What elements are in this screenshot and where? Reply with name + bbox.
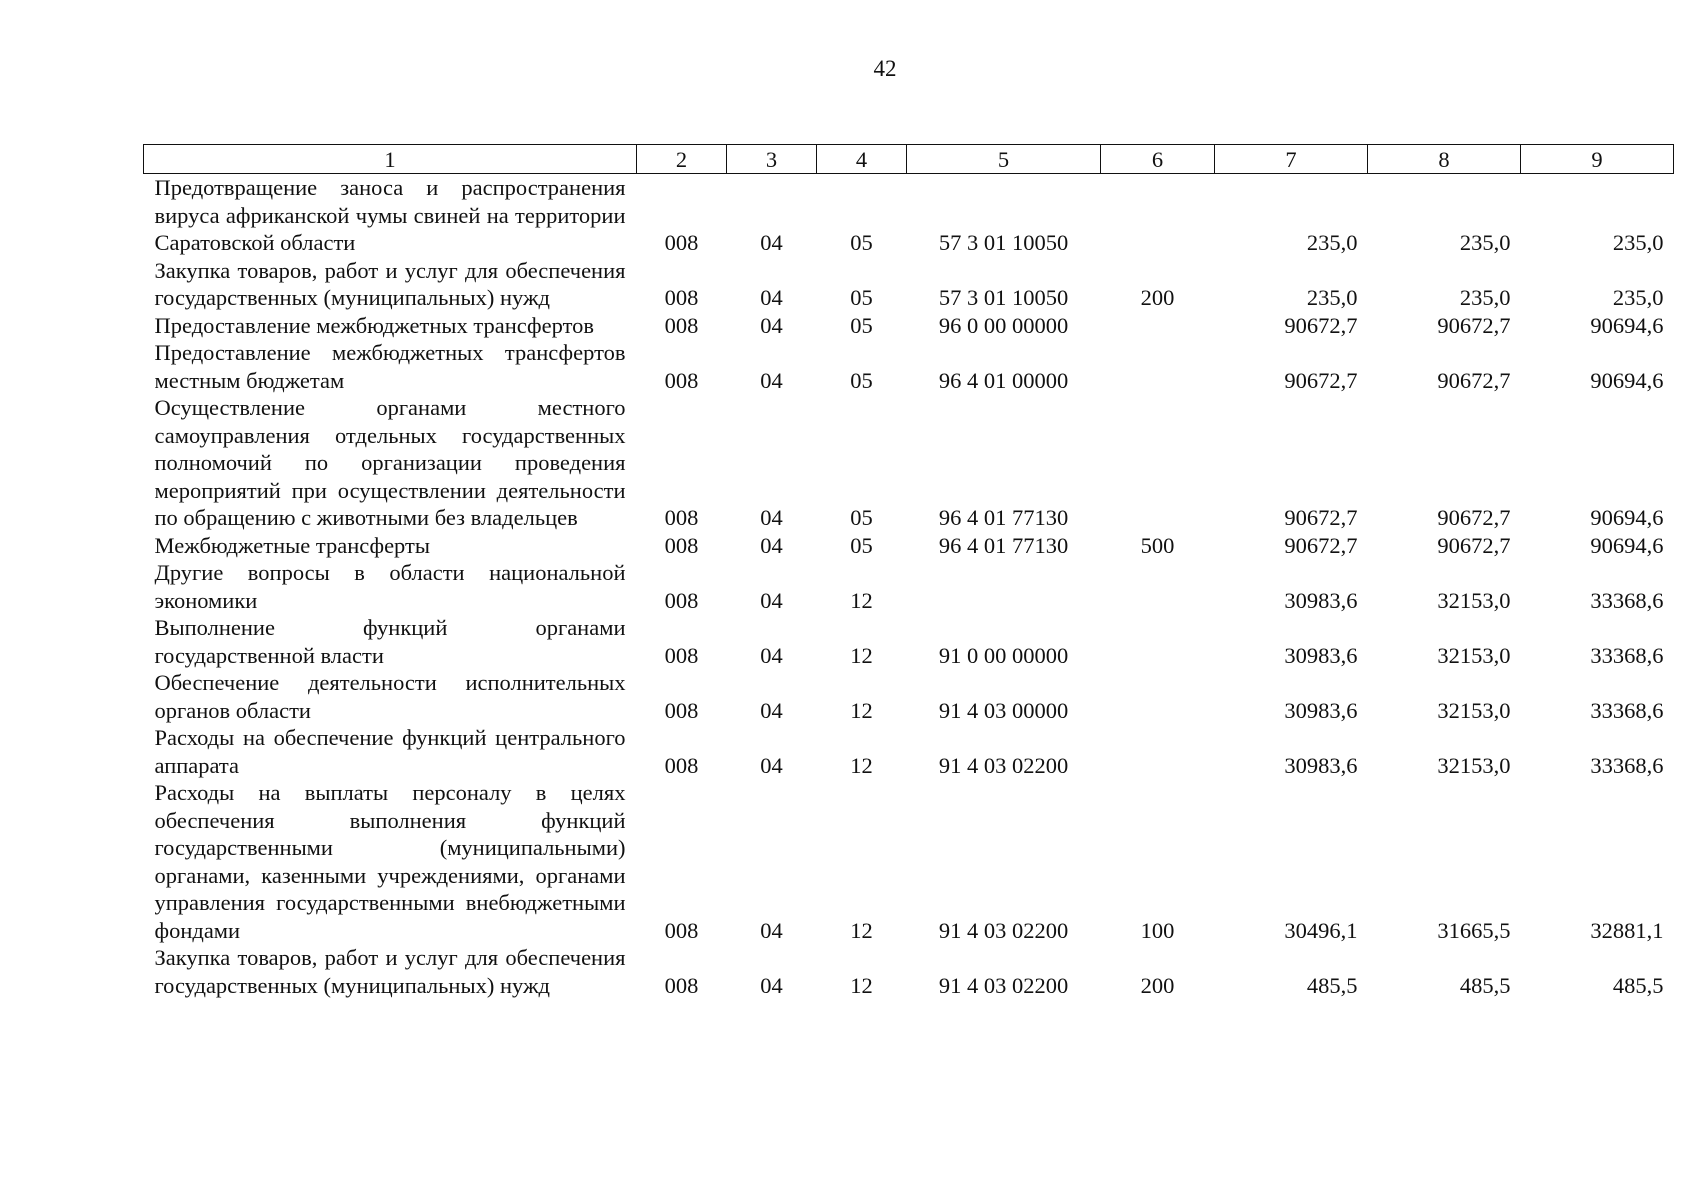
row-pr: 05: [850, 505, 873, 530]
row-vr: 200: [1140, 972, 1175, 998]
row-y1: 485,5: [1306, 972, 1358, 998]
row-csr: 57 3 01 10050: [938, 285, 1069, 310]
row-pr: 05: [850, 367, 873, 393]
row-rz: 04: [760, 285, 783, 310]
row-vr: [1101, 174, 1215, 257]
row-vr: [1101, 559, 1215, 614]
budget-table: [143, 144, 1674, 999]
row-csr: 91 4 03 00000: [938, 697, 1069, 723]
row-name: Расходы на выплаты персоналу в целях обеспечения выполнения функций государственными (муниципальными) органами, казенными учреждениями, органами управления государственными внебюджетными фондами: [154, 780, 626, 943]
row-name: Расходы на обеспечение функций центрального аппарата: [154, 725, 626, 778]
row-pr: 12: [850, 642, 873, 668]
row-y1: 90672,7: [1284, 367, 1358, 393]
row-ved: 008: [664, 230, 699, 255]
table-row: [144, 532, 1674, 560]
row-rz: 04: [760, 505, 783, 530]
row-y2: 90672,7: [1437, 312, 1511, 338]
row-ved: 008: [664, 917, 699, 943]
row-y2: 32153,0: [1437, 642, 1511, 668]
row-vr: 200: [1140, 285, 1175, 310]
row-y2: 32153,0: [1437, 752, 1511, 778]
row-ved: 008: [664, 532, 699, 558]
row-csr: 91 4 03 02200: [938, 972, 1069, 998]
row-ved: 008: [664, 972, 699, 998]
row-vr: [1101, 614, 1215, 669]
header-cell-6: 6: [1101, 145, 1215, 174]
row-name: Межбюджетные трансферты: [154, 532, 430, 558]
row-rz: 04: [760, 752, 783, 778]
row-y3: 90694,6: [1590, 367, 1664, 393]
header-cell-1: 1: [144, 145, 637, 174]
row-csr: 96 4 01 00000: [938, 367, 1069, 393]
table-row: [144, 559, 1674, 614]
header-cell-8: 8: [1368, 145, 1521, 174]
row-ved: 008: [664, 312, 699, 338]
row-name: Осуществление органами местного самоуправления отдельных государственных полномочий по организации проведения мероприятий при осуществлении деятельности по обращению с животными без владельцев: [154, 395, 626, 530]
row-pr: 12: [850, 697, 873, 723]
table-row: [144, 779, 1674, 944]
row-name: Другие вопросы в области национальной экономики: [154, 560, 626, 613]
row-csr: 91 4 03 02200: [938, 917, 1069, 943]
row-y2: 90672,7: [1437, 367, 1511, 393]
row-csr: 96 4 01 77130: [938, 505, 1069, 530]
row-csr: 91 4 03 02200: [938, 752, 1069, 778]
row-name: Закупка товаров, работ и услуг для обеспечения государственных (муниципальных) нужд: [154, 945, 626, 998]
row-pr: 12: [850, 587, 873, 613]
row-vr: 500: [1140, 532, 1175, 558]
row-y2: 235,0: [1459, 285, 1511, 310]
row-vr: 100: [1140, 917, 1175, 943]
row-rz: 04: [760, 917, 783, 943]
row-rz: 04: [760, 697, 783, 723]
row-y1: 235,0: [1306, 285, 1358, 310]
row-y1: 90672,7: [1284, 312, 1358, 338]
row-name: Предоставление межбюджетных трансфертов местным бюджетам: [154, 340, 626, 393]
row-y2: 32153,0: [1437, 697, 1511, 723]
row-y1: 30983,6: [1284, 752, 1358, 778]
table-row: [144, 339, 1674, 394]
row-y2: 31665,5: [1437, 917, 1511, 943]
row-pr: 05: [850, 532, 873, 558]
table-row: [144, 944, 1674, 999]
header-cell-2: 2: [637, 145, 727, 174]
row-y3: 235,0: [1612, 230, 1664, 255]
row-y2: 235,0: [1459, 230, 1511, 255]
row-name: Закупка товаров, работ и услуг для обеспечения государственных (муниципальных) нужд: [154, 257, 626, 310]
row-y3: 32881,1: [1590, 917, 1664, 943]
row-y3: 90694,6: [1590, 505, 1664, 530]
row-name: Выполнение функций органами государственной власти: [154, 615, 626, 668]
row-rz: 04: [760, 532, 783, 558]
row-y2: 90672,7: [1437, 505, 1511, 530]
row-ved: 008: [664, 697, 699, 723]
row-rz: 04: [760, 587, 783, 613]
row-rz: 04: [760, 642, 783, 668]
table-row: [144, 614, 1674, 669]
row-ved: 008: [664, 642, 699, 668]
row-pr: 05: [850, 230, 873, 255]
header-cell-7: 7: [1215, 145, 1368, 174]
header-cell-9: 9: [1521, 145, 1674, 174]
row-ved: 008: [664, 587, 699, 613]
table-row: [144, 257, 1674, 312]
row-vr: [1101, 724, 1215, 779]
row-y3: 33368,6: [1590, 642, 1664, 668]
row-pr: 05: [850, 312, 873, 338]
table-row: [144, 724, 1674, 779]
row-rz: 04: [760, 312, 783, 338]
header-row: [144, 145, 1674, 174]
row-csr: 96 0 00 00000: [938, 312, 1069, 338]
row-csr: [907, 559, 1101, 614]
row-y3: 485,5: [1612, 972, 1664, 998]
row-ved: 008: [664, 285, 699, 310]
row-ved: 008: [664, 505, 699, 530]
row-pr: 12: [850, 917, 873, 943]
table-row: [144, 312, 1674, 340]
row-name: Обеспечение деятельности исполнительных органов области: [154, 670, 626, 723]
row-y1: 90672,7: [1284, 532, 1358, 558]
row-y3: 235,0: [1612, 285, 1664, 310]
table-row: [144, 174, 1674, 257]
row-name: Предотвращение заноса и распространения вируса африканской чумы свиней на территории Саратовской области: [154, 175, 626, 255]
row-y2: 90672,7: [1437, 532, 1511, 558]
row-vr: [1101, 669, 1215, 724]
row-y3: 90694,6: [1590, 312, 1664, 338]
row-pr: 05: [850, 285, 873, 310]
row-y1: 90672,7: [1284, 505, 1358, 530]
header-cell-3: 3: [727, 145, 817, 174]
table-row: [144, 669, 1674, 724]
row-y2: 485,5: [1459, 972, 1511, 998]
row-csr: 57 3 01 10050: [938, 230, 1069, 255]
row-rz: 04: [760, 972, 783, 998]
row-rz: 04: [760, 367, 783, 393]
row-y3: 33368,6: [1590, 697, 1664, 723]
row-ved: 008: [664, 752, 699, 778]
row-rz: 04: [760, 230, 783, 255]
row-y1: 30983,6: [1284, 697, 1358, 723]
table-row: [144, 394, 1674, 532]
row-y1: 30983,6: [1284, 587, 1358, 613]
row-name: Предоставление межбюджетных трансфертов: [154, 312, 594, 338]
row-vr: [1101, 394, 1215, 532]
row-y1: 30983,6: [1284, 642, 1358, 668]
row-y1: 30496,1: [1284, 917, 1358, 943]
row-ved: 008: [664, 367, 699, 393]
row-y2: 32153,0: [1437, 587, 1511, 613]
row-pr: 12: [850, 972, 873, 998]
row-y3: 90694,6: [1590, 532, 1664, 558]
header-cell-4: 4: [817, 145, 907, 174]
page-number: 42: [873, 56, 897, 81]
row-y3: 33368,6: [1590, 587, 1664, 613]
row-csr: 96 4 01 77130: [938, 532, 1069, 558]
row-vr: [1101, 312, 1215, 340]
row-y1: 235,0: [1306, 230, 1358, 255]
row-csr: 91 0 00 00000: [938, 642, 1069, 668]
row-vr: [1101, 339, 1215, 394]
row-y3: 33368,6: [1590, 752, 1664, 778]
row-pr: 12: [850, 752, 873, 778]
header-cell-5: 5: [907, 145, 1101, 174]
